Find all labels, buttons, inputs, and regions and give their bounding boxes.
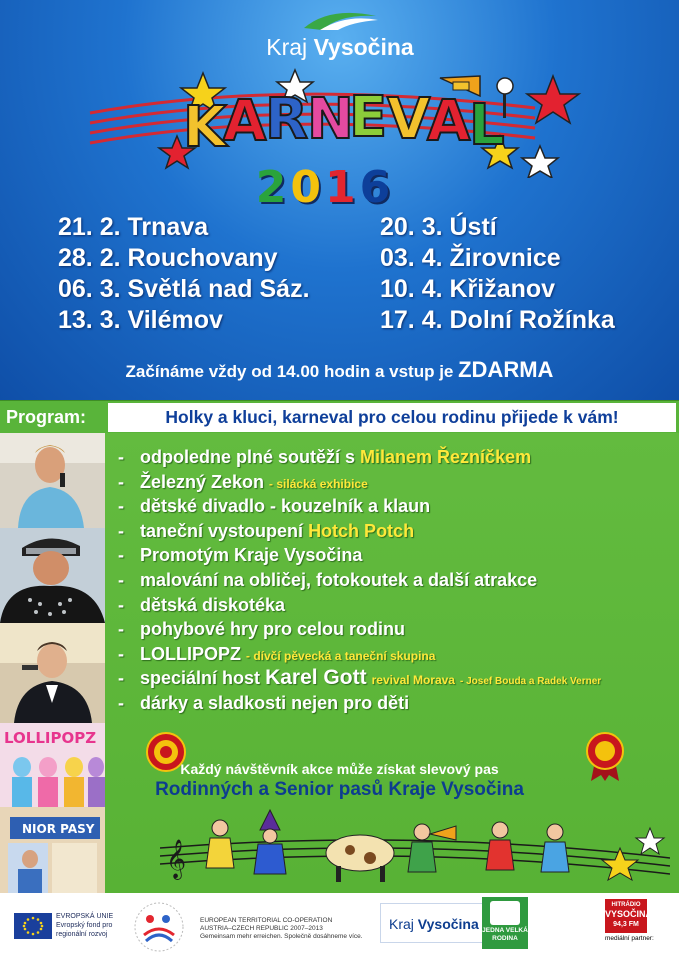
lollipopz-logo: LOLLIPOPZ (4, 729, 97, 747)
program-item: - dětské divadlo - kouzelník a klaun (118, 496, 431, 517)
program-item: - dárky a sladkosti nejen pro děti (118, 692, 410, 713)
star-icon (636, 828, 664, 854)
date-entry: 21. 2. Trnava (58, 213, 209, 241)
year-digit: 6 (359, 162, 395, 213)
program-item: - LOLLIPOPZ - dívčí pěvecká a taneční skupina (118, 643, 436, 664)
family-icon (490, 901, 520, 925)
eu-fund-text: EVROPSKÁ UNIE Evropský fond pro regionální rozvoj (56, 913, 114, 938)
year-digit: 1 (325, 162, 360, 213)
star-icon (527, 76, 579, 123)
dates-left-column (58, 212, 310, 336)
year-title (240, 162, 410, 213)
program-list (118, 445, 678, 716)
date-entry: 28. 2. Rouchovany (58, 244, 278, 272)
date-entry: 06. 3. Světlá nad Sáz. (58, 275, 310, 303)
trumpet-kid-icon (408, 824, 456, 872)
program-item: - taneční vystoupení Hotch Potch (118, 520, 415, 541)
date-entry: 03. 4. Žirovnice (380, 244, 561, 272)
svg-text:E: E (349, 85, 388, 150)
footer-logos (0, 893, 679, 960)
svg-text:A: A (427, 89, 471, 154)
program-label: Program: (6, 405, 106, 430)
svg-text:R: R (265, 87, 309, 152)
date-entry: 10. 4. Křižanov (380, 275, 556, 303)
karneval-letters (183, 85, 505, 160)
photo-column (0, 433, 105, 893)
interreg-logo-icon (120, 899, 198, 955)
kraj-vysocina-footer-logo: Kraj Vysočina (380, 903, 525, 943)
program-item: - pohybové hry pro celou rodinu (118, 619, 406, 640)
date-entry: 13. 3. Vilémov (58, 306, 223, 334)
media-partner-label: mediální partner: (605, 935, 654, 942)
kraj-vysocina-logo (200, 8, 480, 70)
star-icon (602, 848, 638, 880)
year-digit: 2 (255, 162, 291, 213)
svg-text:N: N (307, 87, 354, 152)
kid-figure-icon (206, 820, 234, 868)
ete-program-text: EUROPEAN TERRITORIAL CO-OPERATION AUSTRIA–CZECH REPUBLIC 2007–2013 Gemeinsam mehr erreichen. Společně dosáhneme více. (200, 917, 363, 940)
eu-flag-icon (14, 913, 52, 939)
pass-info-line1: Každý návštěvník akce může získat slevový pas (180, 761, 499, 777)
date-entry: 20. 3. Ústí (380, 213, 497, 241)
svg-text:A: A (223, 89, 267, 154)
dates-right-column (380, 212, 615, 336)
logo-word-kraj: Kraj (266, 34, 308, 60)
kid-figure-icon (486, 822, 514, 870)
program-item: - odpoledne plné soutěží s Milanem Řezníčkem (118, 447, 532, 467)
program-item: - Promotým Kraje Vysočina (118, 545, 363, 566)
cow-figure-icon (326, 835, 394, 882)
kids-parade-illustration (160, 808, 670, 890)
header-section (0, 0, 679, 400)
start-text: Začínáme vždy od 14.00 hodin a vstup je (125, 362, 454, 381)
free-entry-label: ZDARMA (458, 357, 554, 382)
program-item: - malování na obličej, fotokoutek a další atrakce (118, 569, 538, 590)
photo-strongman (0, 528, 105, 623)
photo-singer (0, 623, 105, 723)
logo-word-vysocina: Vysočina (313, 34, 414, 60)
program-bar (0, 400, 679, 433)
jedna-velka-rodina-logo: JEDNA VELKÁ RODINA (482, 897, 528, 949)
year-digit: 0 (290, 162, 325, 213)
photo-host (0, 433, 105, 528)
program-headline: Holky a kluci, karneval pro celou rodinu přijede k vám! (108, 403, 676, 432)
program-section (0, 433, 679, 893)
program-item: - Železný Zekon - silácká exhibice (118, 471, 368, 492)
program-item: - dětská diskotéka (118, 594, 286, 615)
program-item: - speciální host Karel Gott revival Morava - Josef Bouda a Radek Verner (118, 666, 602, 690)
svg-text:K: K (183, 95, 227, 160)
kid-figure-icon (541, 824, 569, 872)
pass-info-line2: Rodinných a Senior pasů Kraje Vysočina (155, 779, 524, 800)
star-icon (522, 146, 558, 178)
logo-swoosh-icon (300, 8, 380, 32)
date-entry: 17. 4. Dolní Rožínka (380, 306, 615, 334)
svg-text:V: V (387, 87, 431, 152)
svg-text:L: L (469, 93, 505, 158)
photo-pass-stand (0, 807, 105, 893)
treble-clef-icon: 𝄞 (166, 839, 187, 879)
hitradio-logo: HITRÁDIO VYSOČINA 94,3 FM mediální partner: (605, 899, 647, 945)
pass-sign-text: NIOR PASY (22, 822, 95, 836)
start-info (0, 357, 679, 383)
